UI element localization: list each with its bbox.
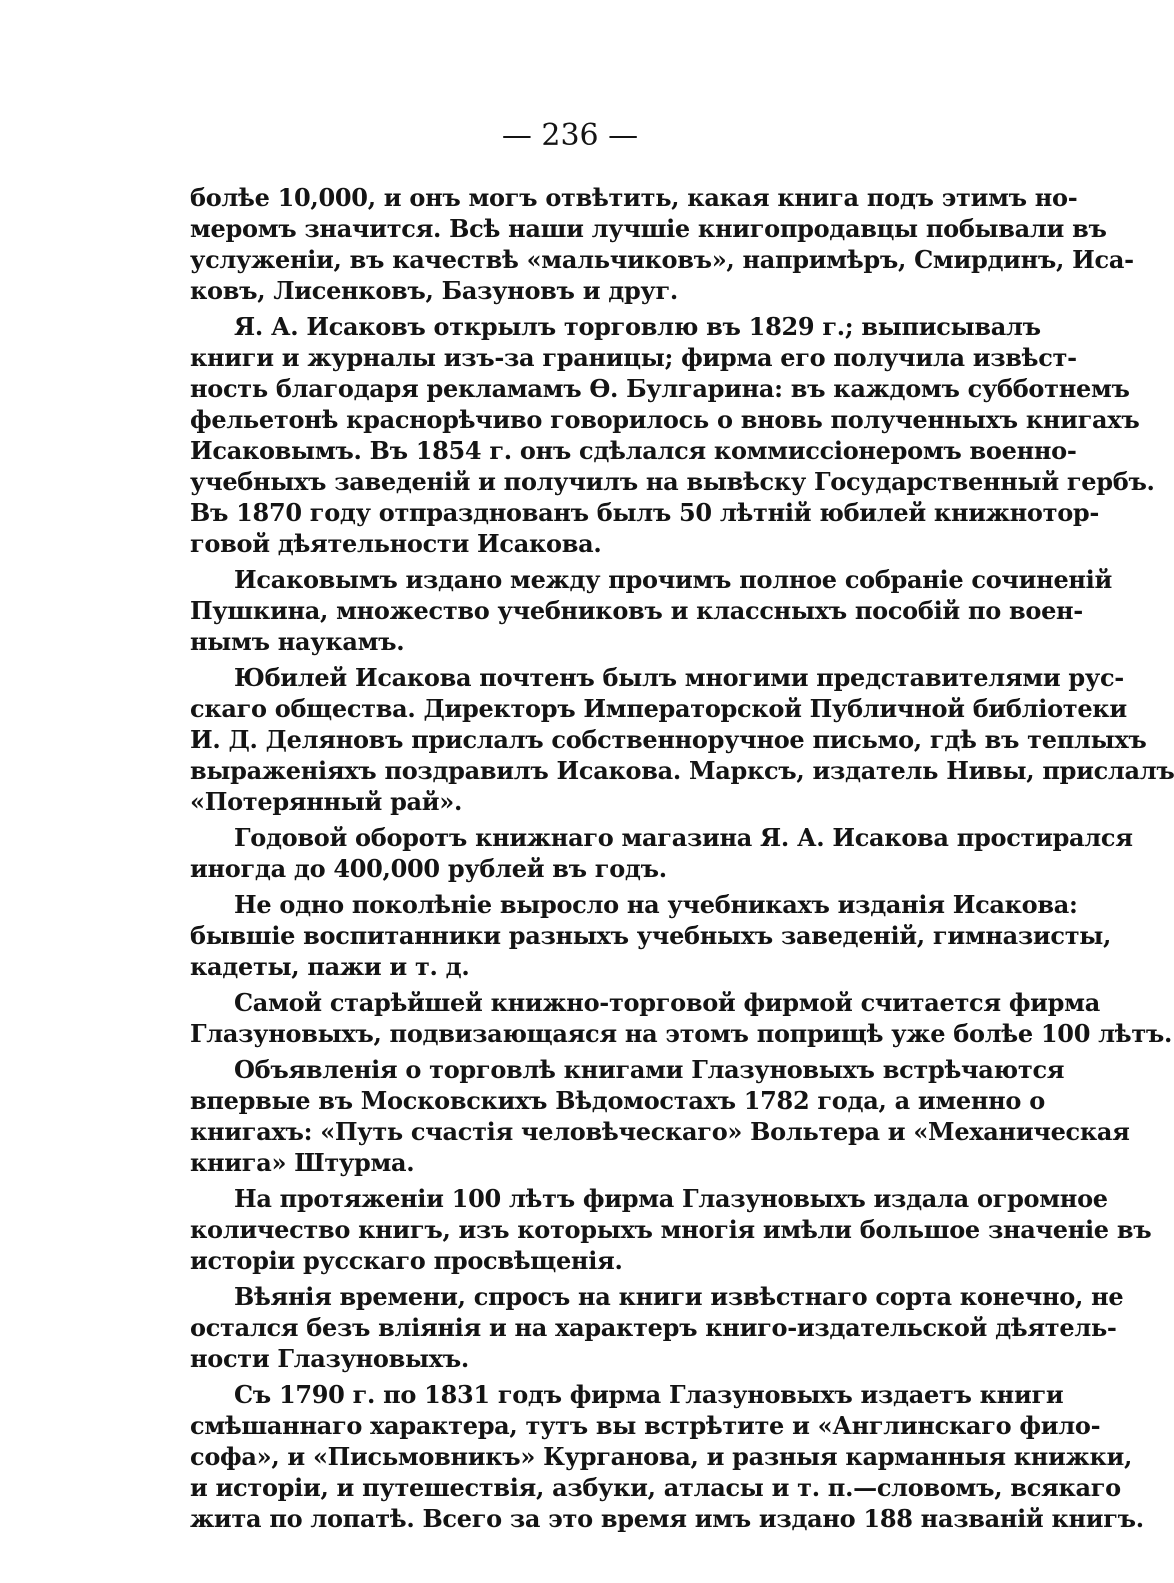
page-number: — 236 — [501, 118, 639, 153]
text-line: На протяженіи 100 лѣтъ фирма Глазуновыхъ издала огромное [234, 1184, 1108, 1213]
text-line: ность благодаря рекламамъ Ѳ. Булгарина: въ каждомъ субботнемъ [190, 374, 1130, 403]
text-line: «Потерянный рай». [190, 787, 463, 816]
text-line: говой дѣятельности Исакова. [190, 529, 602, 558]
text-line: меромъ значится. Всѣ наши лучшіе книгопродавцы побывали въ [190, 214, 1107, 243]
body-text [190, 182, 1174, 1534]
text-line: кадеты, пажи и т. д. [190, 952, 470, 981]
paragraph [190, 564, 1112, 657]
text-line: смѣшаннаго характера, тутъ вы встрѣтите и «Англинскаго фило- [190, 1411, 1101, 1440]
text-line: Въ 1870 году отпразднованъ былъ 50 лѣтній юбилей книжнотор- [190, 498, 1100, 527]
paragraph [190, 662, 1174, 817]
text-line: выраженіяхъ поздравилъ Исакова. Марксъ, издатель Нивы, прислалъ [190, 756, 1174, 785]
text-line: Пушкина, множество учебниковъ и классныхъ пособій по воен- [190, 596, 1083, 625]
text-line: скаго общества. Директоръ Императорской Публичной библіотеки [190, 694, 1127, 723]
text-line: книгахъ: «Путь счастія человѣческаго» Вольтера и «Механическая [190, 1117, 1130, 1146]
text-line: услуженіи, въ качествѣ «мальчиковъ», напримѣръ, Смирдинъ, Иса- [190, 245, 1134, 274]
text-line: исторіи русскаго просвѣщенія. [190, 1246, 623, 1275]
paragraph [190, 1379, 1144, 1534]
text-line: Глазуновыхъ, подвизающаяся на этомъ поприщѣ уже болѣе 100 лѣтъ. [190, 1019, 1173, 1048]
paragraph [190, 182, 1134, 306]
text-line: Не одно поколѣніе выросло на учебникахъ изданія Исакова: [234, 890, 1078, 919]
text-line: жита по лопатѣ. Всего за это время имъ издано 188 названій книгъ. [190, 1504, 1144, 1533]
text-line: фельетонѣ краснорѣчиво говорилось о вновь полученныхъ книгахъ [190, 405, 1140, 434]
text-line: Вѣянія времени, спросъ на книги извѣстнаго сорта конечно, не [234, 1282, 1124, 1311]
text-line: Исаковымъ. Въ 1854 г. онъ сдѣлался коммиссіонеромъ военно- [190, 436, 1077, 465]
text-line: иногда до 400,000 рублей въ годъ. [190, 854, 667, 883]
text-line: Самой старѣйшей книжно-торговой фирмой считается фирма [234, 988, 1100, 1017]
paragraph [190, 1183, 1152, 1276]
text-line: впервые въ Московскихъ Вѣдомостахъ 1782 года, а именно о [190, 1086, 1045, 1115]
text-line: книги и журналы изъ-за границы; фирма его получила извѣст- [190, 343, 1077, 372]
text-line: книга» Штурма. [190, 1148, 415, 1177]
paragraph [190, 822, 1133, 884]
text-line: учебныхъ заведеній и получилъ на вывѣску Государственный гербъ. [190, 467, 1155, 496]
text-line: количество книгъ, изъ которыхъ многія имѣли большое значеніе въ [190, 1215, 1152, 1244]
text-line: Исаковымъ издано между прочимъ полное собраніе сочиненій [234, 565, 1112, 594]
text-line: Я. А. Исаковъ открылъ торговлю въ 1829 г.; выписывалъ [234, 312, 1041, 341]
text-line: Объявленія о торговлѣ книгами Глазуновыхъ встрѣчаются [234, 1055, 1065, 1084]
paragraph [190, 1054, 1130, 1178]
paragraph [190, 311, 1155, 559]
text-line: бывшіе воспитанники разныхъ учебныхъ заведеній, гимназисты, [190, 921, 1112, 950]
text-line: Юбилей Исакова почтенъ былъ многими представителями рус- [234, 663, 1124, 692]
text-line: И. Д. Деляновъ прислалъ собственноручное письмо, гдѣ въ теплыхъ [190, 725, 1147, 754]
text-line: и исторіи, и путешествія, азбуки, атласы и т. п.—словомъ, всякаго [190, 1473, 1121, 1502]
text-line: ности Глазуновыхъ. [190, 1344, 469, 1373]
paragraph [190, 1281, 1124, 1374]
text-line: Съ 1790 г. по 1831 годъ фирма Глазуновыхъ издаетъ книги [234, 1380, 1064, 1409]
paragraph [190, 889, 1112, 982]
text-line: болѣе 10,000, и онъ могъ отвѣтить, какая книга подъ этимъ но- [190, 183, 1078, 212]
text-line: Годовой оборотъ книжнаго магазина Я. А. Исакова простирался [234, 823, 1133, 852]
text-line: остался безъ вліянія и на характеръ книго-издательской дѣятель- [190, 1313, 1117, 1342]
text-line: софа», и «Письмовникъ» Курганова, и разныя карманныя книжки, [190, 1442, 1133, 1471]
paragraph [190, 987, 1173, 1049]
text-line: нымъ наукамъ. [190, 627, 405, 656]
text-line: ковъ, Лисенковъ, Базуновъ и друг. [190, 276, 678, 305]
